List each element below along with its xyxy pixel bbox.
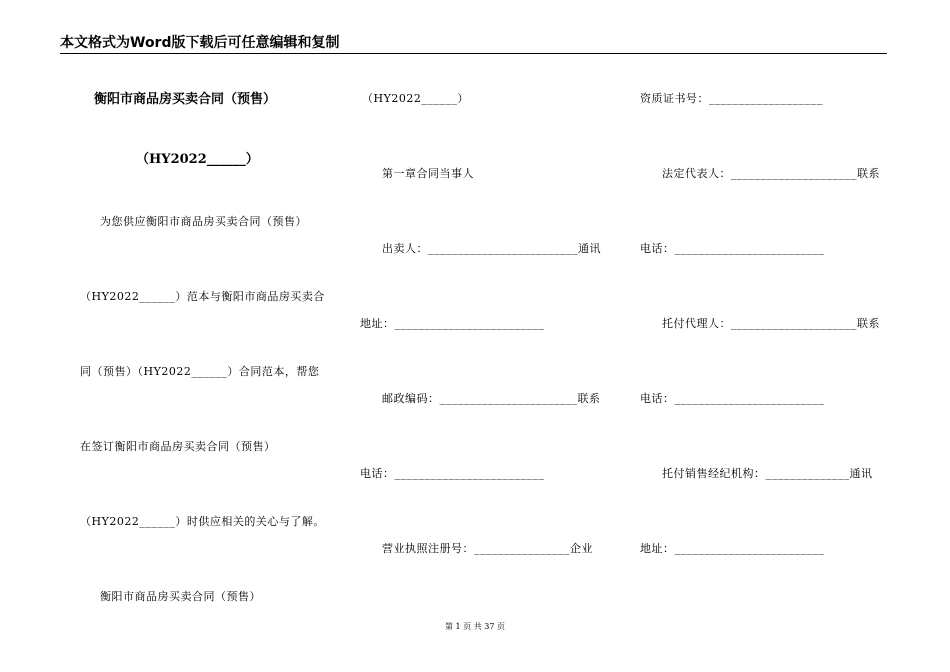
page-number: 第 1 页 共 37 页 — [445, 622, 505, 631]
intro-line-6: 衡阳市商品房买卖合同（预售） — [100, 590, 261, 603]
legal-representative-field: 法定代表人：_____________________联系 — [662, 167, 880, 180]
intro-line-3: 同（预售）（HY2022______）合同范本，帮您 — [80, 365, 320, 378]
phone-field-2: 电话：_________________________ — [640, 242, 825, 255]
intro-line-4: 在签订衡阳市商品房买卖合同（预售） — [80, 440, 276, 453]
intro-line-5: （HY2022______）时供应相关的关心与了解。 — [80, 515, 325, 528]
contract-number-title: （HY2022______） — [136, 152, 259, 167]
header-rule — [60, 53, 887, 54]
authorized-agent-field: 托付代理人：_____________________联系 — [662, 317, 880, 330]
col2-contract-number: （HY2022______） — [362, 92, 469, 105]
sales-agency-field: 托付销售经纪机构：______________通讯 — [662, 467, 873, 480]
intro-line-2: （HY2022______）范本与衡阳市商品房买卖合 — [80, 290, 325, 303]
contract-title: 衡阳市商品房买卖合同（预售） — [94, 92, 277, 107]
address-field-2: 地址：_________________________ — [640, 542, 825, 555]
phone-field-3: 电话：_________________________ — [640, 392, 825, 405]
address-field: 地址：_________________________ — [360, 317, 545, 330]
chapter-heading: 第一章合同当事人 — [382, 167, 474, 180]
document-header-banner: 本文格式为Word版下载后可任意编辑和复制 — [60, 35, 340, 51]
intro-line-1: 为您供应衡阳市商品房买卖合同（预售） — [100, 215, 307, 228]
seller-field: 出卖人：_________________________通讯 — [382, 242, 601, 255]
phone-field: 电话：_________________________ — [360, 467, 545, 480]
postal-code-field: 邮政编码：_______________________联系 — [382, 392, 601, 405]
qualification-cert-field: 资质证书号：___________________ — [640, 92, 823, 105]
business-license-field: 营业执照注册号：________________企业 — [382, 542, 593, 555]
